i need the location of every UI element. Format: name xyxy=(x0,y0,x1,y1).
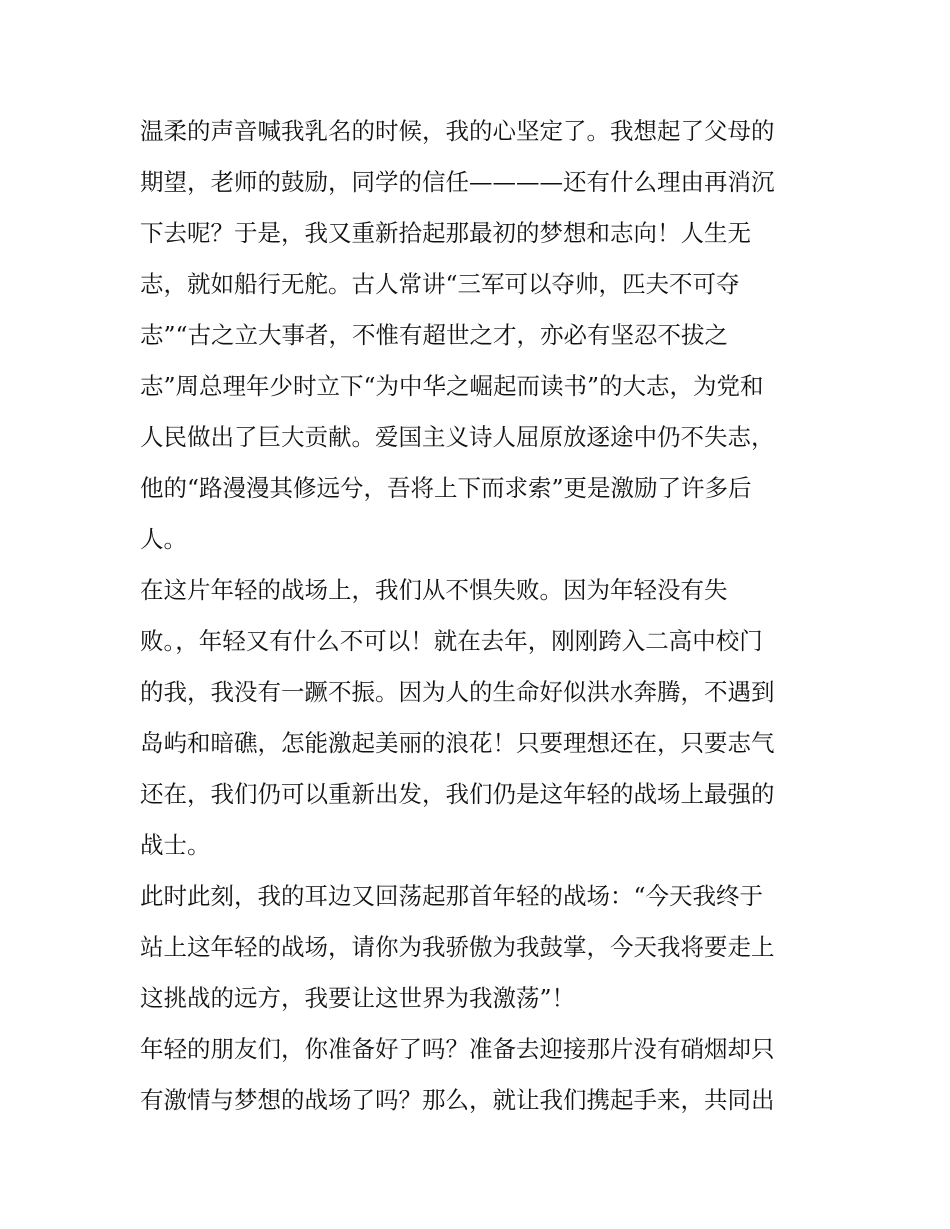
text-line: 他的“路漫漫其修远兮，吾将上下而求索”更是激励了许多后 xyxy=(140,474,752,502)
text-line: 战士。 xyxy=(140,831,211,859)
text-line: 有激情与梦想的战场了吗？那么，就让我们携起手来，共同出 xyxy=(140,1086,775,1114)
text-line: 这挑战的远方，我要让这世界为我激荡”！ xyxy=(140,984,576,1012)
text-line: 年轻的朋友们，你准备好了吗？准备去迎接那片没有硝烟却只 xyxy=(140,1035,775,1063)
text-line: 此时此刻，我的耳边又回荡起那首年轻的战场：“今天我终于 xyxy=(140,882,764,910)
text-line: 志”“古之立大事者，不惟有超世之才，亦必有坚忍不拔之 xyxy=(140,321,729,349)
text-line: 下去呢？于是，我又重新拾起那最初的梦想和志向！人生无 xyxy=(140,219,751,247)
text-line: 温柔的声音喊我乳名的时候，我的心坚定了。我想起了父母的 xyxy=(140,117,775,145)
text-line: 岛屿和暗礁，怎能激起美丽的浪花！只要理想还在，只要志气 xyxy=(140,729,775,757)
text-line: 站上这年轻的战场，请你为我骄傲为我鼓掌，今天我将要走上 xyxy=(140,933,775,961)
text-line: 的我，我没有一蹶不振。因为人的生命好似洪水奔腾，不遇到 xyxy=(140,678,775,706)
text-line: 在这片年轻的战场上，我们从不惧失败。因为年轻没有失 xyxy=(140,576,728,604)
text-line: 期望，老师的鼓励，同学的信任————还有什么理由再消沉 xyxy=(140,168,775,196)
text-line: 人。 xyxy=(140,525,187,553)
text-line: 还在，我们仍可以重新出发，我们仍是这年轻的战场上最强的 xyxy=(140,780,775,808)
text-line: 败。，年轻又有什么不可以！就在去年，刚刚跨入二高中校门 xyxy=(140,627,763,655)
text-line: 志”周总理年少时立下“为中华之崛起而读书”的大志，为党和 xyxy=(140,372,764,400)
text-line: 人民做出了巨大贡献。爱国主义诗人屈原放逐途中仍不失志， xyxy=(140,423,775,451)
body-text xyxy=(140,106,820,1126)
text-line: 志，就如船行无舵。古人常讲“三军可以夺帅，匹夫不可夺 xyxy=(140,270,740,298)
